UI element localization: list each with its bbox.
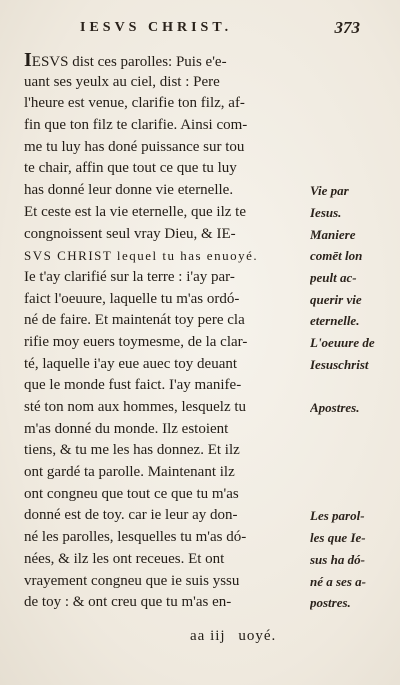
margin-note: Iesus. [310,204,342,220]
text-line: Et ceste est la vie eternelle, que ilz te [24,203,246,220]
text-line: SVS CHRIST lequel tu has enuoyé. [24,248,259,264]
text-line: de toy : & ont creu que tu m'as en- [24,594,232,611]
margin-note [310,484,398,506]
text-line: Ie t'ay clarifié sur la terre : i'ay par- [24,268,235,285]
text-line: nées, & ilz les ont receues. Et ont [24,550,225,567]
drop-cap: I [24,50,32,71]
margin-note: postres. [310,595,351,611]
margin-note: Iesuschrist [310,356,369,372]
margin-note: Les parol- [310,508,365,524]
text-line: vrayement congneu que ie suis yssu [24,572,240,589]
margin-note: eternelle. [310,313,360,329]
text-line: sté ton nom aux hommes, lesquelz tu [24,399,247,415]
text-line: fin que ton filz te clarifie. Ainsi com- [24,117,248,134]
running-title: IESVS CHRIST. [80,20,233,35]
text-line: uant ses yeulx au ciel, dist : Pere [24,73,220,90]
margin-note: comēt lon [310,248,363,264]
margin-note [310,462,398,484]
margin-note [310,375,398,397]
text-line: né les parolles, lesquelles tu m'as dó- [24,529,247,546]
text-line: faict l'oeuure, laquelle tu m'as ordó- [24,290,240,307]
text-line: rifie moy euers toymesme, de la clar- [24,333,248,350]
margin-note: les que Ie- [310,530,366,546]
text-line: te chair, affin que tout ce que tu luy [24,160,237,177]
margin-note: peult ac- [310,269,357,285]
text-line: té, laquelle i'ay eue auec toy deuant [24,355,238,372]
text-line: me tu luy has doné puissance sur tou [24,138,245,155]
margin-note [310,137,398,159]
margin-note: né a ses a- [310,573,366,589]
text-line: que le monde fust faict. I'ay manife- [24,377,242,394]
margin-note: Vie par [310,183,349,199]
catchword: uoyé. [238,628,277,644]
signature-mark: aa iij [190,628,226,644]
margin-note [310,115,398,137]
text-line: né de faire. Et maintenát toy pere cla [24,312,245,329]
margin-notes [310,50,398,614]
margin-note [310,72,398,94]
margin-note: sus ha dó- [310,551,365,567]
margin-note [310,93,398,115]
text-line: m'as donné du monde. Ilz estoient [24,420,229,437]
main-text [24,50,309,614]
text-line [24,50,309,72]
text-line: donné est de toy. car ie leur ay don- [24,507,238,524]
text-line: tiens, & tu me les has donnez. Et ilz [24,442,240,459]
margin-note: querir vie [310,291,362,307]
text-line: l'heure est venue, clarifie ton filz, af- [24,95,245,112]
margin-note: L'oeuure de [310,334,375,350]
text-line: has donné leur donne vie eternelle. [24,182,234,199]
margin-note [310,440,398,462]
first-line-text: ESVS dist ces parolles: Puis e'e- [31,54,227,70]
signature-line [190,628,276,645]
margin-note: Apostres. [310,400,360,415]
margin-note: Maniere [310,226,356,242]
margin-note [310,419,398,441]
text-line: congnoissent seul vray Dieu, & IE- [24,225,236,242]
page-header [70,12,370,42]
margin-note [310,158,398,180]
page-number: 373 [334,18,360,37]
text-line: ont gardé ta parolle. Maintenant ilz [24,464,235,481]
text-line: ont congneu que tout ce que tu m'as [24,485,239,502]
margin-note [310,50,398,72]
